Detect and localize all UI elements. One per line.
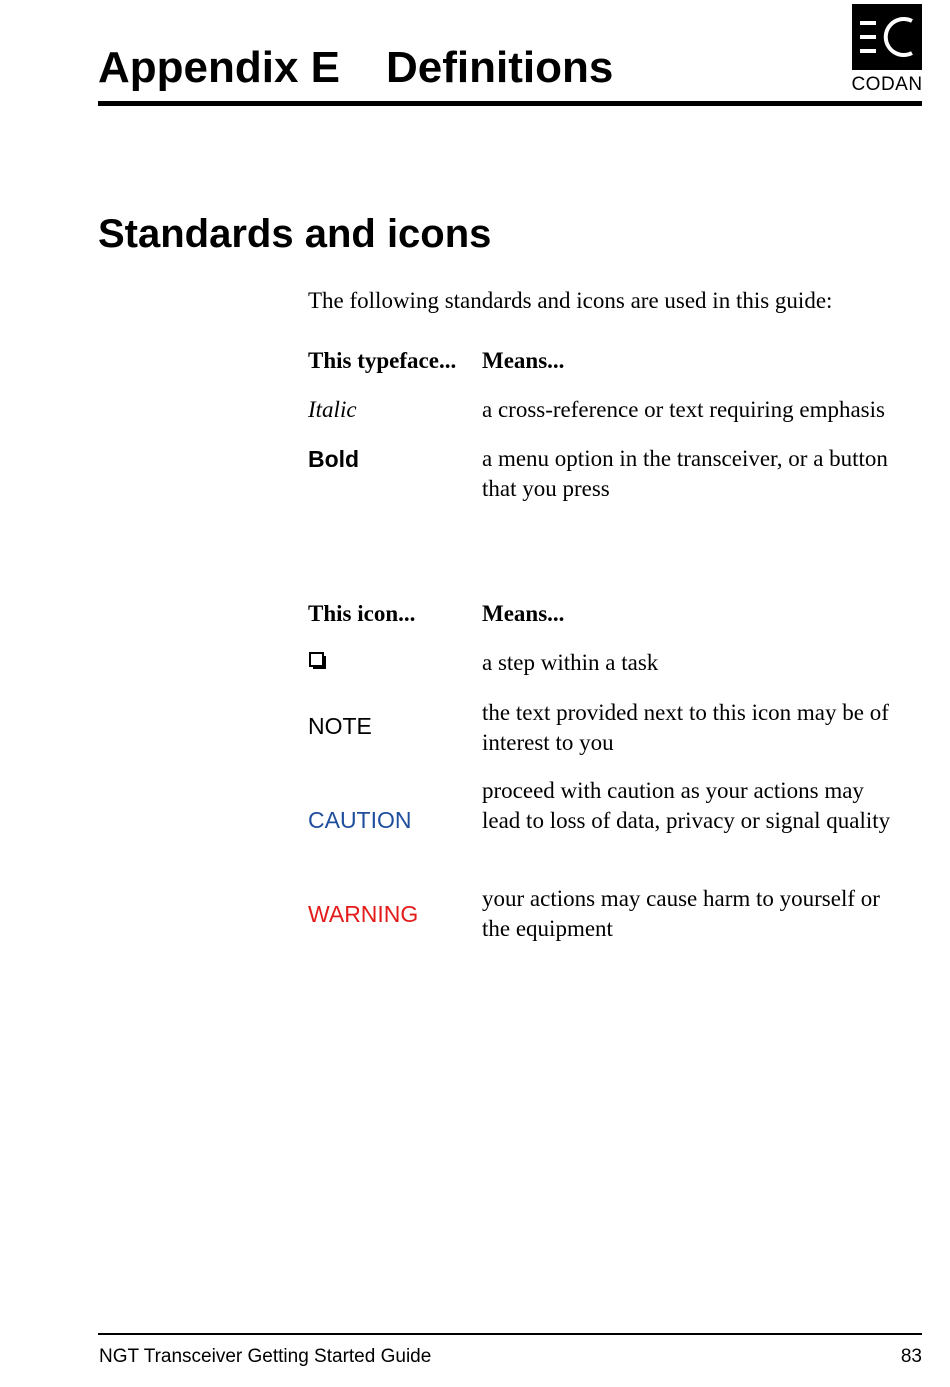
footer-rule xyxy=(98,1333,922,1335)
caution-label: CAUTION xyxy=(308,807,412,833)
icon-means-header: Means... xyxy=(482,601,565,626)
chapter-heading xyxy=(98,40,613,96)
intro-paragraph: The following standards and icons are used in this guide: xyxy=(308,288,833,313)
warning-label: WARNING xyxy=(308,901,419,927)
step-icon-meaning: a step within a task xyxy=(482,650,659,675)
typeface-italic-meaning: a cross-reference or text requiring emphasis xyxy=(482,397,885,422)
warning-meaning: your actions may cause harm to yourself or the equipment xyxy=(482,886,880,941)
codan-logo-icon xyxy=(852,4,922,70)
typeface-bold-term: Bold xyxy=(308,446,360,472)
typeface-italic-term: Italic xyxy=(308,397,357,422)
chapter-title: Definitions xyxy=(386,43,614,92)
footer-guide-title: NGT Transceiver Getting Started Guide xyxy=(99,1346,432,1367)
section-title: Standards and icons xyxy=(98,212,492,256)
note-meaning: the text provided next to this icon may be of interest to you xyxy=(482,700,889,755)
caution-meaning: proceed with caution as your actions may lead to loss of data, privacy or signal quality xyxy=(482,778,891,833)
header-rule xyxy=(98,101,922,106)
logo-wordmark: CODAN xyxy=(851,74,923,95)
typeface-bold-meaning: a menu option in the transceiver, or a button that you press xyxy=(482,446,888,501)
checkbox-icon xyxy=(309,652,327,670)
typeface-col-header: This typeface... xyxy=(308,348,457,373)
note-label: NOTE xyxy=(308,713,372,739)
typeface-means-header: Means... xyxy=(482,348,565,373)
chapter-label: Appendix E xyxy=(98,43,341,92)
page-number: 83 xyxy=(900,1346,922,1367)
icon-col-header: This icon... xyxy=(308,601,416,626)
